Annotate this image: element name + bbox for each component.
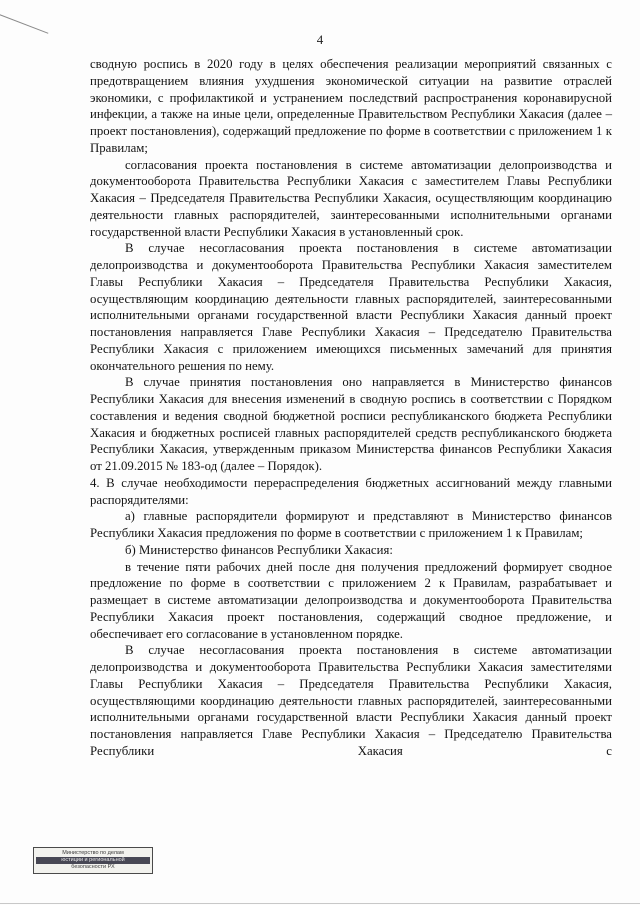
paragraph: В случае несогласования проекта постановления в системе автоматизации делопроизводства и документооборота Правительства Республики Хакасия заместителями Главы Республики Хакасия – Председателя Правительства Республики Хакасия, осуществляющими координацию деятельности главных распорядителей, заинтересованными исполнительными органами государственной власти Республики Хакасия данный проект постановления направляется Главе Республики Хакасия – Председателю Правительства Республики Хакасия с bbox=[90, 643, 612, 758]
paragraph: б) Министерство финансов Республики Хакасия: bbox=[125, 542, 393, 557]
paragraph: сводную роспись в 2020 году в целях обеспечения реализации мероприятий связанных с предотвращением влияния ухудшения экономической ситуации на развитие отраслей экономики, с профилактикой и устранением последствий распространения коронавирусной инфекции, а также на иные цели, определенные Правительством Республики Хакасия (далее – проект постановления), содержащий предложение по форме в соответствии с приложением 1 к Правилам; bbox=[90, 57, 612, 155]
paragraph: в течение пяти рабочих дней после дня получения предложений формирует сводное предложение по форме в соответствии с приложением 2 к Правилам, разрабатывает и размещает в системе автоматизации делопроизводства и документооборота Правительства Республики Хакасия проект постановления, содержащий сводное предложение, и обеспечивает его согласование в установленном порядке. bbox=[90, 559, 612, 641]
paragraph: а) главные распорядители формируют и представляют в Министерство финансов Республики Хакасия предложения по форме в соответствии с приложением 1 к Правилам; bbox=[90, 509, 612, 540]
registration-stamp bbox=[33, 847, 153, 874]
scan-artifact-diagonal-line bbox=[0, 12, 48, 34]
stamp-line: Министерство по делам bbox=[62, 850, 124, 856]
document-body bbox=[90, 56, 612, 760]
paragraph: В случае принятия постановления оно направляется в Министерство финансов Республики Хакасия для внесения изменений в сводную роспись в соответствии с Порядком составления и ведения сводной бюджетной росписи республиканского бюджета Республики Хакасия и бюджетных росписей главных распорядителей средств республиканского бюджета Республики Хакасия, утвержденным приказом Министерства финансов Республики Хакасия от 21.09.2015 № 183-од (далее – Порядок). bbox=[90, 375, 612, 473]
paragraph: согласования проекта постановления в системе автоматизации делопроизводства и документооборота Правительства Республики Хакасия с заместителем Главы Республики Хакасия – Председателя Правительства Республики Хакасия, осуществляющим координацию деятельности главных распорядителей, заинтересованными исполнительными органами государственной власти Республики Хакасия в установленный срок. bbox=[90, 157, 612, 239]
paragraph: 4. В случае необходимости перераспределения бюджетных ассигнований между главными распорядителями: bbox=[90, 475, 612, 507]
stamp-line: безопасности РХ bbox=[71, 864, 115, 870]
scan-artifact-bottom-line bbox=[0, 903, 640, 904]
page-number: 4 bbox=[316, 32, 324, 47]
stamp-line: юстиции и региональной bbox=[36, 857, 150, 864]
paragraph: В случае несогласования проекта постановления в системе автоматизации делопроизводства и документооборота Правительства Республики Хакасия заместителем Главы Республики Хакасия – Председателя Правительства Республики Хакасия, осуществляющим координацию деятельности главных распорядителей, заинтересованными исполнительными органами государственной власти Республики Хакасия данный проект постановления направляется Главе Республики Хакасия – Председателю Правительства Республики Хакасия с приложением имеющихся письменных замечаний для принятия окончательного решения по нему. bbox=[90, 241, 612, 373]
